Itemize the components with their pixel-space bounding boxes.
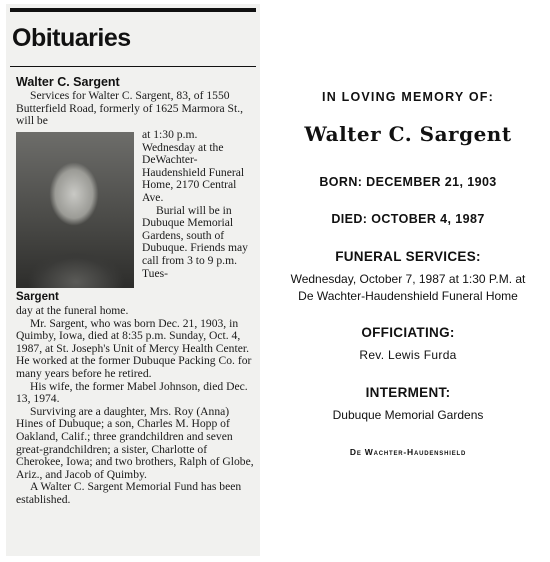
masthead <box>10 8 256 67</box>
interment-place: Dubuque Memorial Gardens <box>332 408 484 422</box>
obituary-paragraph-6: A Walter C. Sargent Memorial Fund has been established. <box>16 480 242 506</box>
funeral-services-line-2: De Wachter-Haudenshield Funeral Home <box>298 289 518 303</box>
card-footer: De Wachter-Haudenshield <box>349 447 467 457</box>
funeral-services-line-1: Wednesday, October 7, 1987 at 1:30 P.M. at <box>290 272 526 286</box>
obituary-paragraph-5: Surviving are a daughter, Mrs. Roy (Anna) Hines of Dubuque; a son, Charles M. Hopp of Oakland, Calif.; three grandchildren and seven great-grandchildren; a sister, Charlotte of Cherokee, Iowa; and two brothers, Ralph of Globe, Ariz., and Jacob of Quimby. <box>16 404 254 481</box>
obituary-paragraph-2-cont: day at the funeral home. <box>16 304 129 317</box>
obituary-paragraph-2: Burial will be in Dubuque Memorial Gardens, south of Dubuque. Friends may call from 3 to 9 p.m. Tues- <box>142 203 248 280</box>
photo-caption: Sargent <box>16 291 59 303</box>
memorial-card <box>272 80 544 460</box>
newspaper-clipping <box>6 4 260 556</box>
masthead-title: Obituaries <box>12 24 131 52</box>
officiating-heading: OFFICIATING: <box>361 325 455 340</box>
officiating-name: Rev. Lewis Furda <box>359 348 457 362</box>
portrait-photo <box>16 132 134 288</box>
obituary-body <box>16 305 254 507</box>
died-date: DIED: OCTOBER 4, 1987 <box>331 212 485 226</box>
funeral-services-heading: FUNERAL SERVICES: <box>335 249 481 264</box>
born-date: BORN: DECEMBER 21, 1903 <box>319 175 497 189</box>
obituary-headline: Walter C. Sargent <box>16 75 120 89</box>
obituary-paragraph-4: His wife, the former Mabel Johnson, died Dec. 13, 1974. <box>16 379 248 406</box>
card-name: Walter C. Sargent <box>304 122 512 146</box>
obituary-paragraph-1: Services for Walter C. Sargent, 83, of 1550 Butterfield Road, formerly of 1625 Marmora St., will be <box>16 89 243 128</box>
wrapped-text-column <box>142 129 252 280</box>
interment-heading: INTERMENT: <box>365 385 451 400</box>
obituary-paragraph-1-cont: at 1:30 p.m. Wednesday at the DeWachter-Haudenshield Funeral Home, 2170 Central Ave. <box>142 128 245 204</box>
card-heading: IN LOVING MEMORY OF: <box>322 90 494 104</box>
obituary-paragraph-3: Mr. Sargent, who was born Dec. 21, 1903, in Quimby, Iowa, died at 8:35 p.m. Sunday, Oct. 4, 1987, at St. Joseph's Unit of Mercy Health Center. He worked at the former Dubuque Packing Co. for many years before he retired. <box>16 316 252 380</box>
